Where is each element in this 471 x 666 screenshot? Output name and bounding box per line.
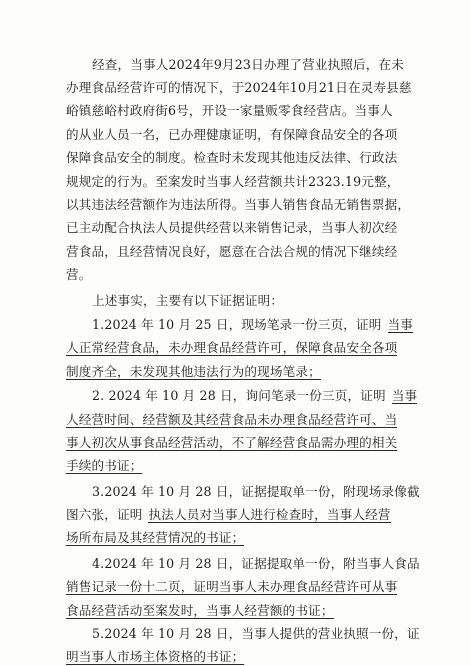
evidence-2-underlined-1: 当事	[391, 388, 418, 404]
evidence-1-prefix: 1.2024 年 10 月 25 日，现场笔录一份三页，证明	[92, 316, 382, 332]
evidence-2-underlined-2: 人经营时间、经营额及其经营食品未办理食品经营许可、当	[66, 411, 398, 427]
evidence-3-underlined-2: 场所布局及其经营情况的书证；	[66, 530, 245, 546]
evidence-4-line-2	[66, 578, 397, 596]
evidence-1-line-3	[66, 363, 321, 381]
paragraph-1-line-7: 以其违法经营额作为违法所得。当事人销售食品无销售票据，	[66, 197, 411, 212]
evidence-5-line-2	[66, 648, 244, 666]
paragraph-1-line-9: 营食品，且经营情况良好，愿意在合法合规的情况下继续经	[66, 243, 398, 259]
paragraph-1-line-10: 营。	[66, 267, 92, 283]
paragraph-1-line-4: 的从业人员一名，已办理健康证明，有保障食品安全的各项	[66, 126, 398, 142]
evidence-1-underlined-2: 人正常经营食品，未办理食品经营许可，保障食品安全各项	[66, 340, 398, 356]
evidence-3-underlined-1: 执法人员对当事人进行检查时，当事人经营	[148, 507, 391, 523]
evidence-3-plain: 图六张，证明	[66, 507, 143, 523]
paragraph-1-line-2: 办理食品经营许可的情况下，于2024年10月21日在灵寿县慈	[66, 80, 412, 95]
evidence-4-line-1: 4.2024 年 10 月 28 日，证据提取单一份，附当事人食品	[92, 555, 420, 571]
paragraph-1-line-6: 规规定的行为。至案发时当事人经营额共计2323.19元整，	[66, 173, 400, 189]
evidence-3-line-2	[66, 506, 391, 524]
evidence-2-line-2	[66, 411, 397, 429]
paragraph-1-line-5: 保障食品安全的制度。检查时未发现其他违反法律、行政法	[66, 150, 398, 166]
evidence-2-line-1	[92, 387, 417, 405]
evidence-2-line-3	[66, 434, 397, 452]
evidence-2-underlined-4: 手续的书证；	[66, 458, 143, 474]
evidence-2-underlined-3: 事人初次从事食品经营活动，不了解经营食品需办理的相关	[66, 434, 398, 450]
evidence-4-underlined-2: 食品经营活动至案发时，当事人经营额的书证；	[66, 602, 334, 618]
paragraph-1-line-3: 峪镇慈峪村政府街6号，开设一家量贩零食经营店。当事人	[66, 103, 393, 119]
evidence-3-line-1: 3.2024 年 10 月 28 日，证据提取单一份，附现场录像截	[92, 483, 420, 499]
paragraph-1-line-1: 经查，当事人2024年9月23日办理了营业执照后，在未	[92, 56, 405, 72]
evidence-1-line-1	[92, 316, 413, 334]
paragraph-2-line: 上述事实，主要有以下证据证明：	[92, 292, 284, 308]
paragraph-1-line-8: 已主动配合执法人员提供经营以来销售记录，当事人初次经	[66, 220, 398, 236]
evidence-3-line-3	[66, 529, 244, 547]
evidence-1-line-2	[66, 339, 397, 357]
evidence-5-line-1: 5.2024 年 10 月 28 日，当事人提供的营业执照一份，证	[92, 626, 420, 642]
evidence-1-underlined-1: 当事	[387, 316, 414, 332]
evidence-4-underlined-1: 销售记录一份十二页，证明当事人未办理食品经营许可从事	[66, 579, 398, 595]
evidence-2-prefix: 2. 2024 年 10 月 28 日，询问笔录一份三页，证明	[92, 388, 386, 404]
evidence-5-underlined-1: 明当事人市场主体资格的书证；	[66, 649, 245, 665]
evidence-1-underlined-3: 制度齐全，未发现其他违法行为的现场笔录；	[66, 363, 321, 379]
evidence-4-line-3	[66, 602, 334, 620]
evidence-2-line-4	[66, 457, 142, 475]
